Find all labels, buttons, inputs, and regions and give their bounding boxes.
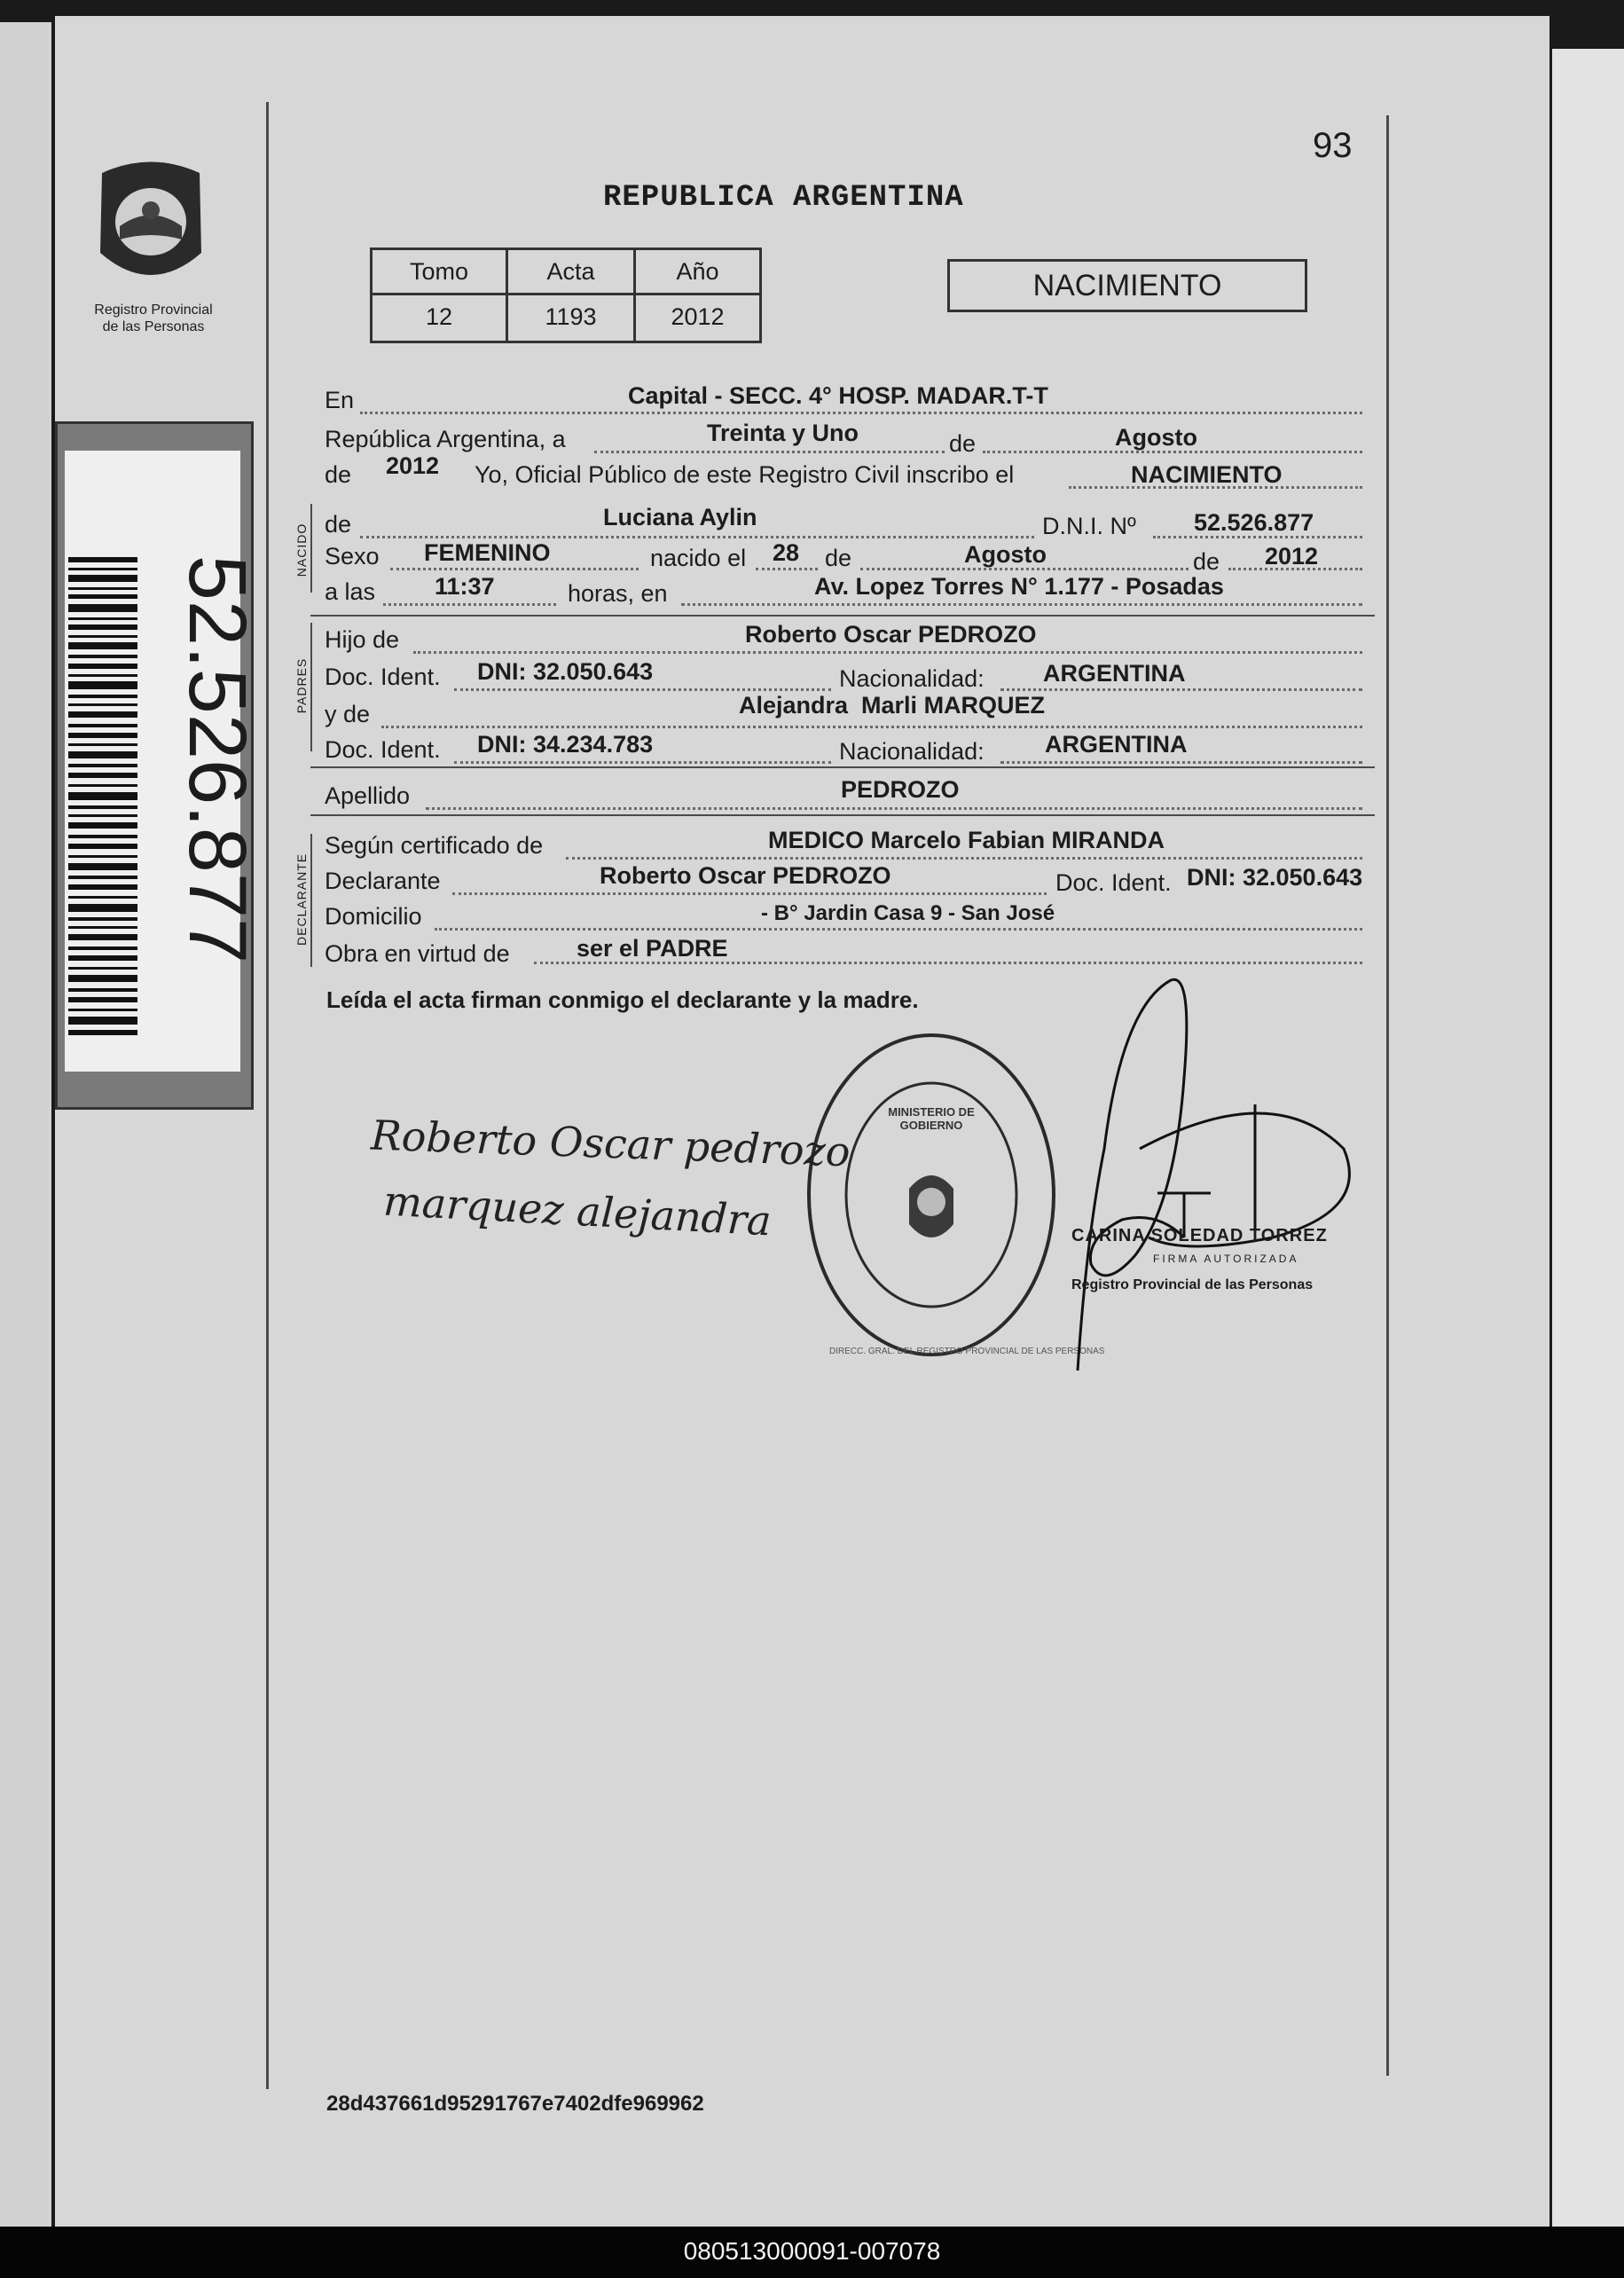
madre-signature: marquez alejandra [381,1176,773,1245]
nac-mes-value: Agosto [964,541,1047,568]
a-las-label: a las [325,578,376,605]
separator-apellido [310,814,1375,816]
dotted-line [390,568,639,570]
y-de-label: y de [325,701,371,727]
hijo-de-label: Hijo de [325,626,400,653]
padres-bracket [310,623,312,751]
dotted-line [452,892,1047,895]
official-name: CARINA SOLEDAD TORREZ [1071,1226,1328,1245]
madre-nacionalidad-label: Nacionalidad: [839,738,985,765]
dotted-line [454,761,831,764]
dotted-line [681,603,1362,606]
dotted-line [435,928,1362,931]
horas-en-label: horas, en [568,580,668,607]
footer-id: 080513000091-007078 [683,2237,941,2265]
obra-value: ser el PADRE [577,935,728,962]
de-label-2: de [325,461,352,488]
table-value-anio: 2012 [671,303,725,330]
stamp-seal-icon [803,1029,1105,1362]
dotted-line [360,536,1034,538]
anio-value: 2012 [386,452,440,479]
section-label-nacido: NACIDO [294,522,309,577]
declarante-signature: Roberto Oscar pedrozo [370,1111,851,1176]
de-label-5: de [1193,548,1220,575]
en-label: En [325,387,355,413]
dotted-line [426,807,1362,810]
de-label-4: de [825,545,852,571]
record-table [370,247,762,343]
de-label-1: de [949,430,977,457]
hora-value: 11:37 [435,573,495,600]
nac-dia-value: 28 [773,539,800,566]
padre-nacionalidad-value: ARGENTINA [1043,660,1186,687]
left-page-edge [0,22,51,2227]
official-registry: Registro Provincial de las Personas [1071,1277,1314,1292]
section-label-padres: PADRES [294,657,309,714]
segun-label: Según certificado de [325,832,544,859]
nac-anio-value: 2012 [1265,543,1319,570]
dotted-line [1000,761,1362,764]
table-header-tomo: Tomo [409,258,469,285]
padre-doc-label: Doc. Ident. [325,664,441,690]
domicilio-value: - B° Jardin Casa 9 - San José [761,901,1055,925]
en-value: Capital - SECC. 4° HOSP. MADAR.T-T [628,382,1048,409]
table-header-anio: Año [676,258,719,285]
republica-label: República Argentina, a [325,426,566,452]
dia-value: Treinta y Uno [707,420,859,446]
nacido-bracket [310,504,312,593]
right-page-edge [1552,49,1624,2227]
nombre-value: Luciana Aylin [603,504,757,530]
table-header-acta: Acta [546,258,595,285]
certificado-value: MEDICO Marcelo Fabian MIRANDA [768,827,1165,853]
shield-emblem-icon [84,155,217,297]
separator-nacido [310,615,1375,617]
emblem-caption-line2: de las Personas [102,319,205,335]
apellido-value: PEDROZO [841,776,960,803]
de-label-3: de [325,511,352,538]
page-title: REPUBLICA ARGENTINA [603,181,964,215]
declarante-doc-value: DNI: 32.050.643 [1187,864,1363,891]
lugar-value: Av. Lopez Torres N° 1.177 - Posadas [814,573,1224,600]
official-role: FIRMA AUTORIZADA [1153,1253,1299,1265]
dni-value: 52.526.877 [1194,509,1314,536]
barcode-icon [68,557,137,1036]
domicilio-label: Domicilio [325,903,422,930]
barcode-label [55,421,263,1110]
left-margin-line [266,102,269,2089]
sexo-value: FEMENINO [424,539,551,566]
madre-value: Alejandra Marli MARQUEZ [739,692,1046,719]
closing-text: Leída el acta firman conmigo el declarante y la madre. [326,986,919,1013]
stamp-text: DIRECC. GRAL. DEL REGISTRO PROVINCIAL DE LAS PERSONAS [829,1347,1105,1356]
padre-value: Roberto Oscar PEDROZO [745,621,1037,648]
emblem-caption-line1: Registro Provincial [94,302,213,318]
dotted-line [1000,688,1362,691]
provincial-emblem [84,155,217,297]
sexo-label: Sexo [325,543,380,570]
acta-tipo-value: NACIMIENTO [1131,461,1283,488]
dotted-line [381,726,1362,728]
table-value-acta: 1193 [545,303,597,330]
nacido-el-label: nacido el [650,545,747,571]
dotted-line [360,412,1362,414]
madre-nacionalidad-value: ARGENTINA [1045,731,1188,758]
page-number: 93 [1313,126,1353,165]
dotted-line [566,857,1362,860]
dotted-line [454,688,831,691]
obra-label: Obra en virtud de [325,940,510,967]
dotted-line [756,568,818,570]
dotted-line [1153,536,1362,538]
madre-doc-label: Doc. Ident. [325,736,441,763]
dotted-line [383,603,556,606]
section-label-declarante: DECLARANTE [294,852,309,946]
table-value-tomo: 12 [425,303,453,330]
emblem-caption [60,302,247,335]
hash-code: 28d437661d95291767e7402dfe969962 [326,2092,704,2116]
record-type-box: NACIMIENTO [947,259,1307,312]
madre-doc-value: DNI: 34.234.783 [477,731,654,758]
dotted-line [983,451,1362,453]
dotted-line [413,651,1362,654]
dotted-line [860,568,1189,570]
declarante-bracket [310,834,312,967]
mes-value: Agosto [1115,424,1197,451]
dotted-line [594,451,945,453]
padre-nacionalidad-label: Nacionalidad: [839,665,985,692]
official-signature-icon [1051,971,1388,1379]
declarante-doc-label: Doc. Ident. [1055,869,1172,896]
padre-doc-value: DNI: 32.050.643 [477,658,654,685]
apellido-label: Apellido [325,782,411,809]
declarante-label: Declarante [325,868,441,894]
yo-text: Yo, Oficial Público de este Registro Civil inscribo el [475,461,1015,488]
official-stamp [803,1029,1105,1362]
stamp-inner-text: MINISTERIO DE GOBIERNO [888,1105,975,1132]
barcode-number: 52.526.877 [172,554,263,964]
declarante-value: Roberto Oscar PEDROZO [600,862,891,889]
dni-label: D.N.I. Nº [1042,513,1136,539]
dotted-line [534,962,1362,964]
separator-padres [310,766,1375,768]
